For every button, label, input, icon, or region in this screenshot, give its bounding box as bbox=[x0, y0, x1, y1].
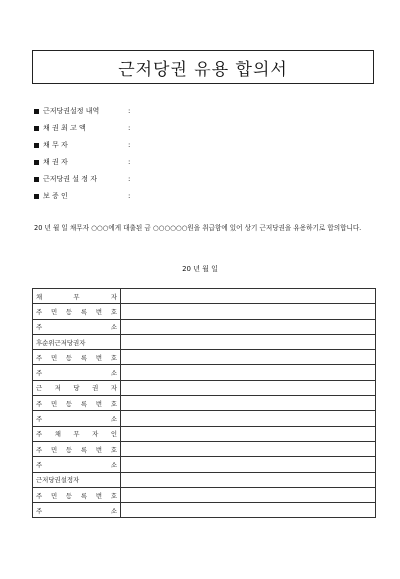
field-label: 보 증 인 bbox=[43, 192, 68, 200]
party-value-field[interactable] bbox=[121, 289, 376, 304]
party-value-field[interactable] bbox=[121, 441, 376, 456]
party-label: 주 채 무 자 인 bbox=[36, 430, 117, 439]
agreement-date: 20 년 월 일 bbox=[182, 265, 218, 273]
table-row bbox=[33, 380, 376, 395]
field-label: 채 권 자 bbox=[43, 158, 68, 166]
party-value-field[interactable] bbox=[121, 487, 376, 502]
table-row bbox=[33, 411, 376, 426]
square-bullet-icon bbox=[34, 194, 39, 199]
table-row bbox=[33, 441, 376, 456]
table-row bbox=[33, 304, 376, 319]
party-label-cell bbox=[33, 350, 121, 365]
party-value-field[interactable] bbox=[121, 503, 376, 518]
party-label: 주 민 등 록 번 호 bbox=[36, 491, 117, 500]
field-label: 채 무 자 bbox=[43, 141, 68, 149]
party-label: 채 무 자 bbox=[36, 292, 117, 301]
party-value-field[interactable] bbox=[121, 304, 376, 319]
party-label-cell bbox=[33, 426, 121, 441]
party-label-cell bbox=[33, 334, 121, 349]
table-row bbox=[33, 472, 376, 487]
party-value-field[interactable] bbox=[121, 396, 376, 411]
party-label: 근저당권설정자 bbox=[36, 476, 80, 485]
party-value-field[interactable] bbox=[121, 319, 376, 334]
table-row bbox=[33, 487, 376, 502]
party-label-cell bbox=[33, 380, 121, 395]
party-value-field[interactable] bbox=[121, 426, 376, 441]
field-row bbox=[34, 187, 130, 205]
party-label-cell bbox=[33, 411, 121, 426]
table-row bbox=[33, 350, 376, 365]
party-label-cell bbox=[33, 319, 121, 334]
party-value-field[interactable] bbox=[121, 334, 376, 349]
party-label-cell bbox=[33, 396, 121, 411]
table-row bbox=[33, 319, 376, 334]
field-row bbox=[34, 102, 130, 120]
table-row bbox=[33, 289, 376, 304]
party-label: 근 저 당 권 자 bbox=[36, 384, 117, 393]
field-colon: : bbox=[128, 158, 131, 166]
table-row bbox=[33, 457, 376, 472]
party-label-cell bbox=[33, 304, 121, 319]
party-value-field[interactable] bbox=[121, 380, 376, 395]
field-colon: : bbox=[128, 175, 131, 183]
party-label: 후순위근저당권자 bbox=[36, 338, 86, 347]
party-label-cell bbox=[33, 472, 121, 487]
document-title-box bbox=[32, 50, 374, 84]
party-label: 주 민 등 록 번 호 bbox=[36, 399, 117, 408]
square-bullet-icon bbox=[34, 143, 39, 148]
square-bullet-icon bbox=[34, 126, 39, 131]
party-value-field[interactable] bbox=[121, 472, 376, 487]
party-value-field[interactable] bbox=[121, 365, 376, 380]
party-label: 주 소 bbox=[36, 460, 117, 469]
table-row bbox=[33, 365, 376, 380]
field-colon: : bbox=[128, 141, 131, 149]
party-label-cell bbox=[33, 457, 121, 472]
field-label: 근저당권설정 내역 bbox=[43, 107, 100, 115]
party-label: 주 소 bbox=[36, 506, 117, 515]
parties-table bbox=[32, 288, 376, 518]
table-row bbox=[33, 334, 376, 349]
field-colon: : bbox=[128, 192, 131, 200]
party-label: 주 소 bbox=[36, 323, 117, 332]
party-label: 주 민 등 록 번 호 bbox=[36, 445, 117, 454]
party-label: 주 소 bbox=[36, 415, 117, 424]
party-label: 주 소 bbox=[36, 369, 117, 378]
party-value-field[interactable] bbox=[121, 457, 376, 472]
field-colon: : bbox=[128, 124, 131, 132]
square-bullet-icon bbox=[34, 177, 39, 182]
party-label-cell bbox=[33, 503, 121, 518]
party-label: 주 민 등 록 번 호 bbox=[36, 353, 117, 362]
square-bullet-icon bbox=[34, 109, 39, 114]
field-label: 근저당권 설 정 자 bbox=[43, 175, 98, 183]
field-row bbox=[34, 170, 130, 188]
field-row bbox=[34, 119, 130, 137]
field-row bbox=[34, 136, 130, 154]
party-label-cell bbox=[33, 441, 121, 456]
party-label-cell bbox=[33, 487, 121, 502]
table-row bbox=[33, 503, 376, 518]
party-label-cell bbox=[33, 289, 121, 304]
agreement-paragraph: 20 년 월 일 채무자 ○○○에게 대출된 금 ○○○○○○원을 취급함에 있어 상기 근저당권을 유용하기로 합의합니다. bbox=[34, 224, 362, 232]
party-value-field[interactable] bbox=[121, 411, 376, 426]
field-label: 채 권 최 고 액 bbox=[43, 124, 86, 132]
document-title: 근저당권 유용 합의서 bbox=[118, 59, 288, 80]
field-colon: : bbox=[128, 107, 131, 115]
square-bullet-icon bbox=[34, 160, 39, 165]
party-value-field[interactable] bbox=[121, 350, 376, 365]
table-row bbox=[33, 426, 376, 441]
party-label-cell bbox=[33, 365, 121, 380]
field-row bbox=[34, 153, 130, 171]
table-row bbox=[33, 396, 376, 411]
party-label: 주 민 등 록 번 호 bbox=[36, 307, 117, 316]
